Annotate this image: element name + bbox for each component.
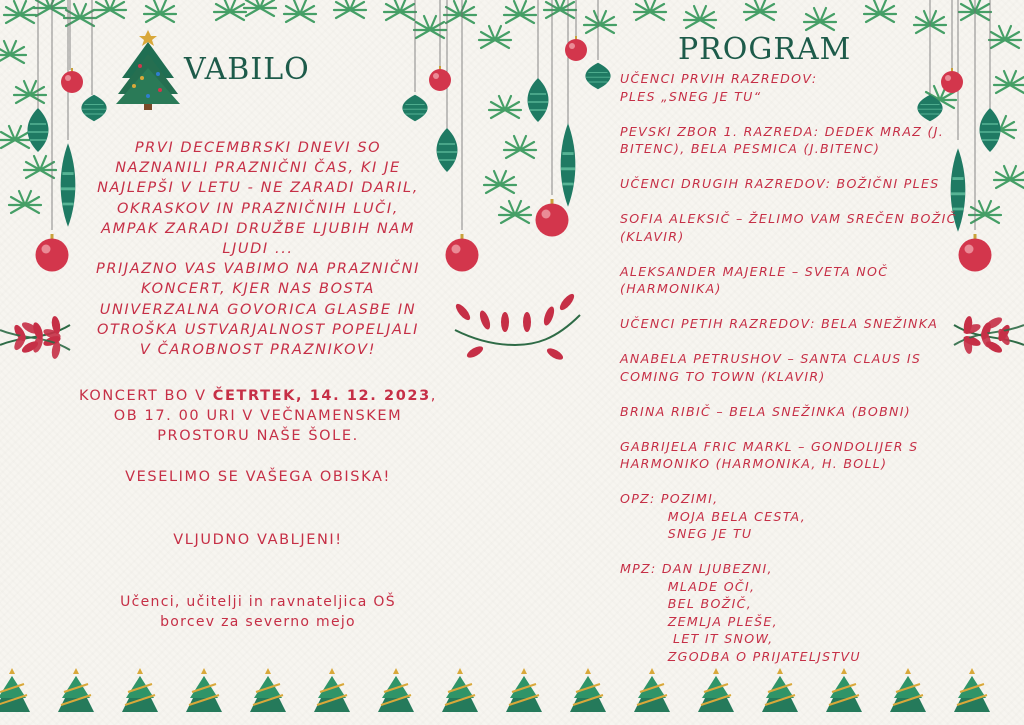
program-item-line: SNEG JE TU xyxy=(620,526,753,541)
concert-date-block xyxy=(78,386,438,447)
program-item-line: PEVSKI ZBOR 1. RAZREDA: DEDEK MRAZ (J. xyxy=(620,123,945,139)
program-item xyxy=(620,350,975,385)
program-item-line: UČENCI PETIH RAZREDOV: BELA SNEŽINKA xyxy=(620,316,939,331)
program-list xyxy=(620,70,975,683)
invitation-line: PRIJAZNO VAS VABIMO NA PRAZNIČNI xyxy=(96,261,420,278)
program-item-line: PLES „SNEG JE TU“ xyxy=(620,88,762,104)
invitation-title: VABILO xyxy=(184,52,310,87)
invitation-line: NAJLEPŠI V LETU - NE ZARADI DARIL, xyxy=(97,180,419,197)
program-item-line: OPZ: POZIMI, xyxy=(620,491,719,506)
program-item-line: ZGODBA O PRIJATELJSTVU xyxy=(620,648,861,664)
program-item-line: BITENC), BELA PESMICA (J.BITENC) xyxy=(620,141,881,156)
program-item-line: MPZ: DAN LJUBEZNI, xyxy=(620,561,773,576)
program-item-line: BEL BOŽIČ, xyxy=(620,596,753,611)
program-item-line: GABRIJELA FRIC MARKL – GONDOLIJER S xyxy=(620,438,919,454)
program-item-line: ZEMLJA PLEŠE, xyxy=(620,613,778,629)
program-item-line: SOFIA ALEKSIČ – ŽELIMO VAM SREČEN BOŽIČ xyxy=(620,211,957,226)
invitation-line: UNIVERZALNA GOVORICA GLASBE IN xyxy=(99,301,417,318)
concert-date: ČETRTEK, 14. 12. 2023 xyxy=(212,388,431,404)
invitation-line: LJUDI ... xyxy=(222,241,294,258)
program-item-line: ALEKSANDER MAJERLE – SVETA NOČ xyxy=(620,263,889,279)
program-item-line: LET IT SNOW, xyxy=(620,631,774,646)
closing-text: VLJUDNO VABLJENI! xyxy=(173,532,343,548)
program-item-line: MOJA BELA CESTA, xyxy=(620,508,807,524)
program-item xyxy=(620,315,975,333)
concert-place-line: PROSTORU NAŠE ŠOLE. xyxy=(157,428,359,445)
program-item-line: UČENCI PRVIH RAZREDOV: xyxy=(620,71,818,86)
signature xyxy=(78,592,438,632)
program-item xyxy=(620,123,975,158)
signature-line: Učenci, učitelji in ravnateljica OŠ xyxy=(120,594,396,610)
program-item xyxy=(620,70,975,105)
program-item-line: (HARMONIKA) xyxy=(620,281,722,296)
program-item xyxy=(620,263,975,298)
program-title: PROGRAM xyxy=(678,32,852,67)
invitation-line: KONCERT, KJER NAS BOSTA xyxy=(140,281,376,298)
concert-date-line xyxy=(78,386,438,406)
program-item xyxy=(620,210,975,245)
program-item xyxy=(620,175,975,193)
program-item-line: BRINA RIBIČ – BELA SNEŽINKA (BOBNI) xyxy=(620,403,911,419)
invitation-body xyxy=(78,138,438,360)
program-item xyxy=(620,438,975,473)
invitation-line: OTROŠKA USTVARJALNOST POPELJALI xyxy=(96,321,420,338)
concert-time-line: OB 17. 00 URI V VEČNAMENSKEM xyxy=(113,408,403,425)
invitation-line: AMPAK ZARADI DRUŽBE LJUBIH NAM xyxy=(101,220,415,237)
program-item-line: MLADE OČI, xyxy=(620,578,756,594)
program-item-line: ANABELA PETRUSHOV – SANTA CLAUS IS xyxy=(620,351,922,366)
program-item-line: UČENCI DRUGIH RAZREDOV: BOŽIČNI PLES xyxy=(620,176,940,191)
invitation-line: OKRASKOV IN PRAZNIČNIH LUČI, xyxy=(117,200,399,217)
greeting-text: VESELIMO SE VAŠEGA OBISKA! xyxy=(125,469,391,485)
invitation-line: PRVI DECEMBRSKI DNEVI SO xyxy=(134,140,382,156)
date-suffix: , xyxy=(430,388,437,404)
program-item-line: HARMONIKO (HARMONIKA, H. BOLL) xyxy=(620,456,888,471)
program-item xyxy=(620,490,975,543)
invitation-line: NAZNANILI PRAZNIČNI ČAS, KI JE xyxy=(115,160,401,177)
signature-line: borcev za severno mejo xyxy=(160,614,356,630)
program-item xyxy=(620,560,975,665)
program-item-line: COMING TO TOWN (KLAVIR) xyxy=(620,368,826,384)
christmas-tree-icon xyxy=(116,30,180,110)
program-item-line: (KLAVIR) xyxy=(620,228,685,244)
date-prefix: KONCERT BO V xyxy=(79,388,213,404)
invitation-line: V ČAROBNOST PRAZNIKOV! xyxy=(139,342,377,359)
program-item xyxy=(620,403,975,421)
